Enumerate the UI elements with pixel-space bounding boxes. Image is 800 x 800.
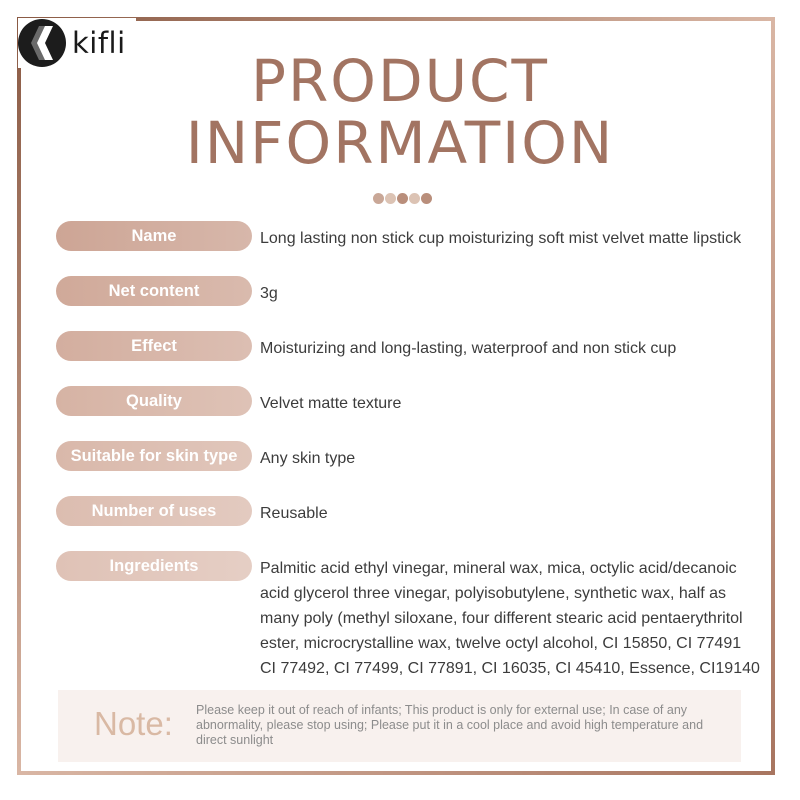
row-value: 3g — [260, 285, 278, 302]
note-label: Note: — [94, 705, 173, 742]
page-title-line-2: INFORMATION — [185, 109, 615, 177]
page-title-line-1: PRODUCT — [251, 47, 549, 115]
row-value: Reusable — [260, 505, 328, 522]
label-pill: Ingredients — [56, 551, 252, 581]
label-pill: Suitable for skin type — [56, 441, 252, 471]
label-pill: Name — [56, 221, 252, 251]
row-value: Moisturizing and long-lasting, waterproof and non stick cup — [260, 340, 677, 357]
dot-3 — [397, 193, 408, 204]
label-pill: Effect — [56, 331, 252, 361]
dot-1 — [373, 193, 384, 204]
label-pill: Net content — [56, 276, 252, 306]
label-pill: Quality — [56, 386, 252, 416]
decorative-dots — [373, 193, 432, 204]
row-value: Velvet matte texture — [260, 395, 402, 412]
ingredients-text: Palmitic acid ethyl vinegar, mineral wax, mica, octylic acid/decanoic acid glycerol three vinegar, polyisobutylene, synthetic wax, half as many poly (methyl siloxane, four different stearic acid pentaerythritol ester, microcrystalline wax, twelve octyl alcohol, CI 15850, CI 77491 CI 77492, CI 77499, CI 77891, CI 16035, CI 45410, Essence, CI19140 — [260, 560, 760, 677]
row-value: Any skin type — [260, 450, 356, 467]
dot-4 — [409, 193, 420, 204]
row-value: Long lasting non stick cup moisturizing soft mist velvet matte lipstick — [260, 230, 742, 247]
note-box — [58, 690, 741, 762]
dot-2 — [385, 193, 396, 204]
dot-5 — [421, 193, 432, 204]
note-text: Please keep it out of reach of infants; This product is only for external use; In case of any abnormality, please stop using; Please put it in a cool place and avoid high temperature and direct sunlight — [196, 703, 704, 747]
brand-name: kifli — [72, 25, 126, 60]
label-pill: Number of uses — [56, 496, 252, 526]
